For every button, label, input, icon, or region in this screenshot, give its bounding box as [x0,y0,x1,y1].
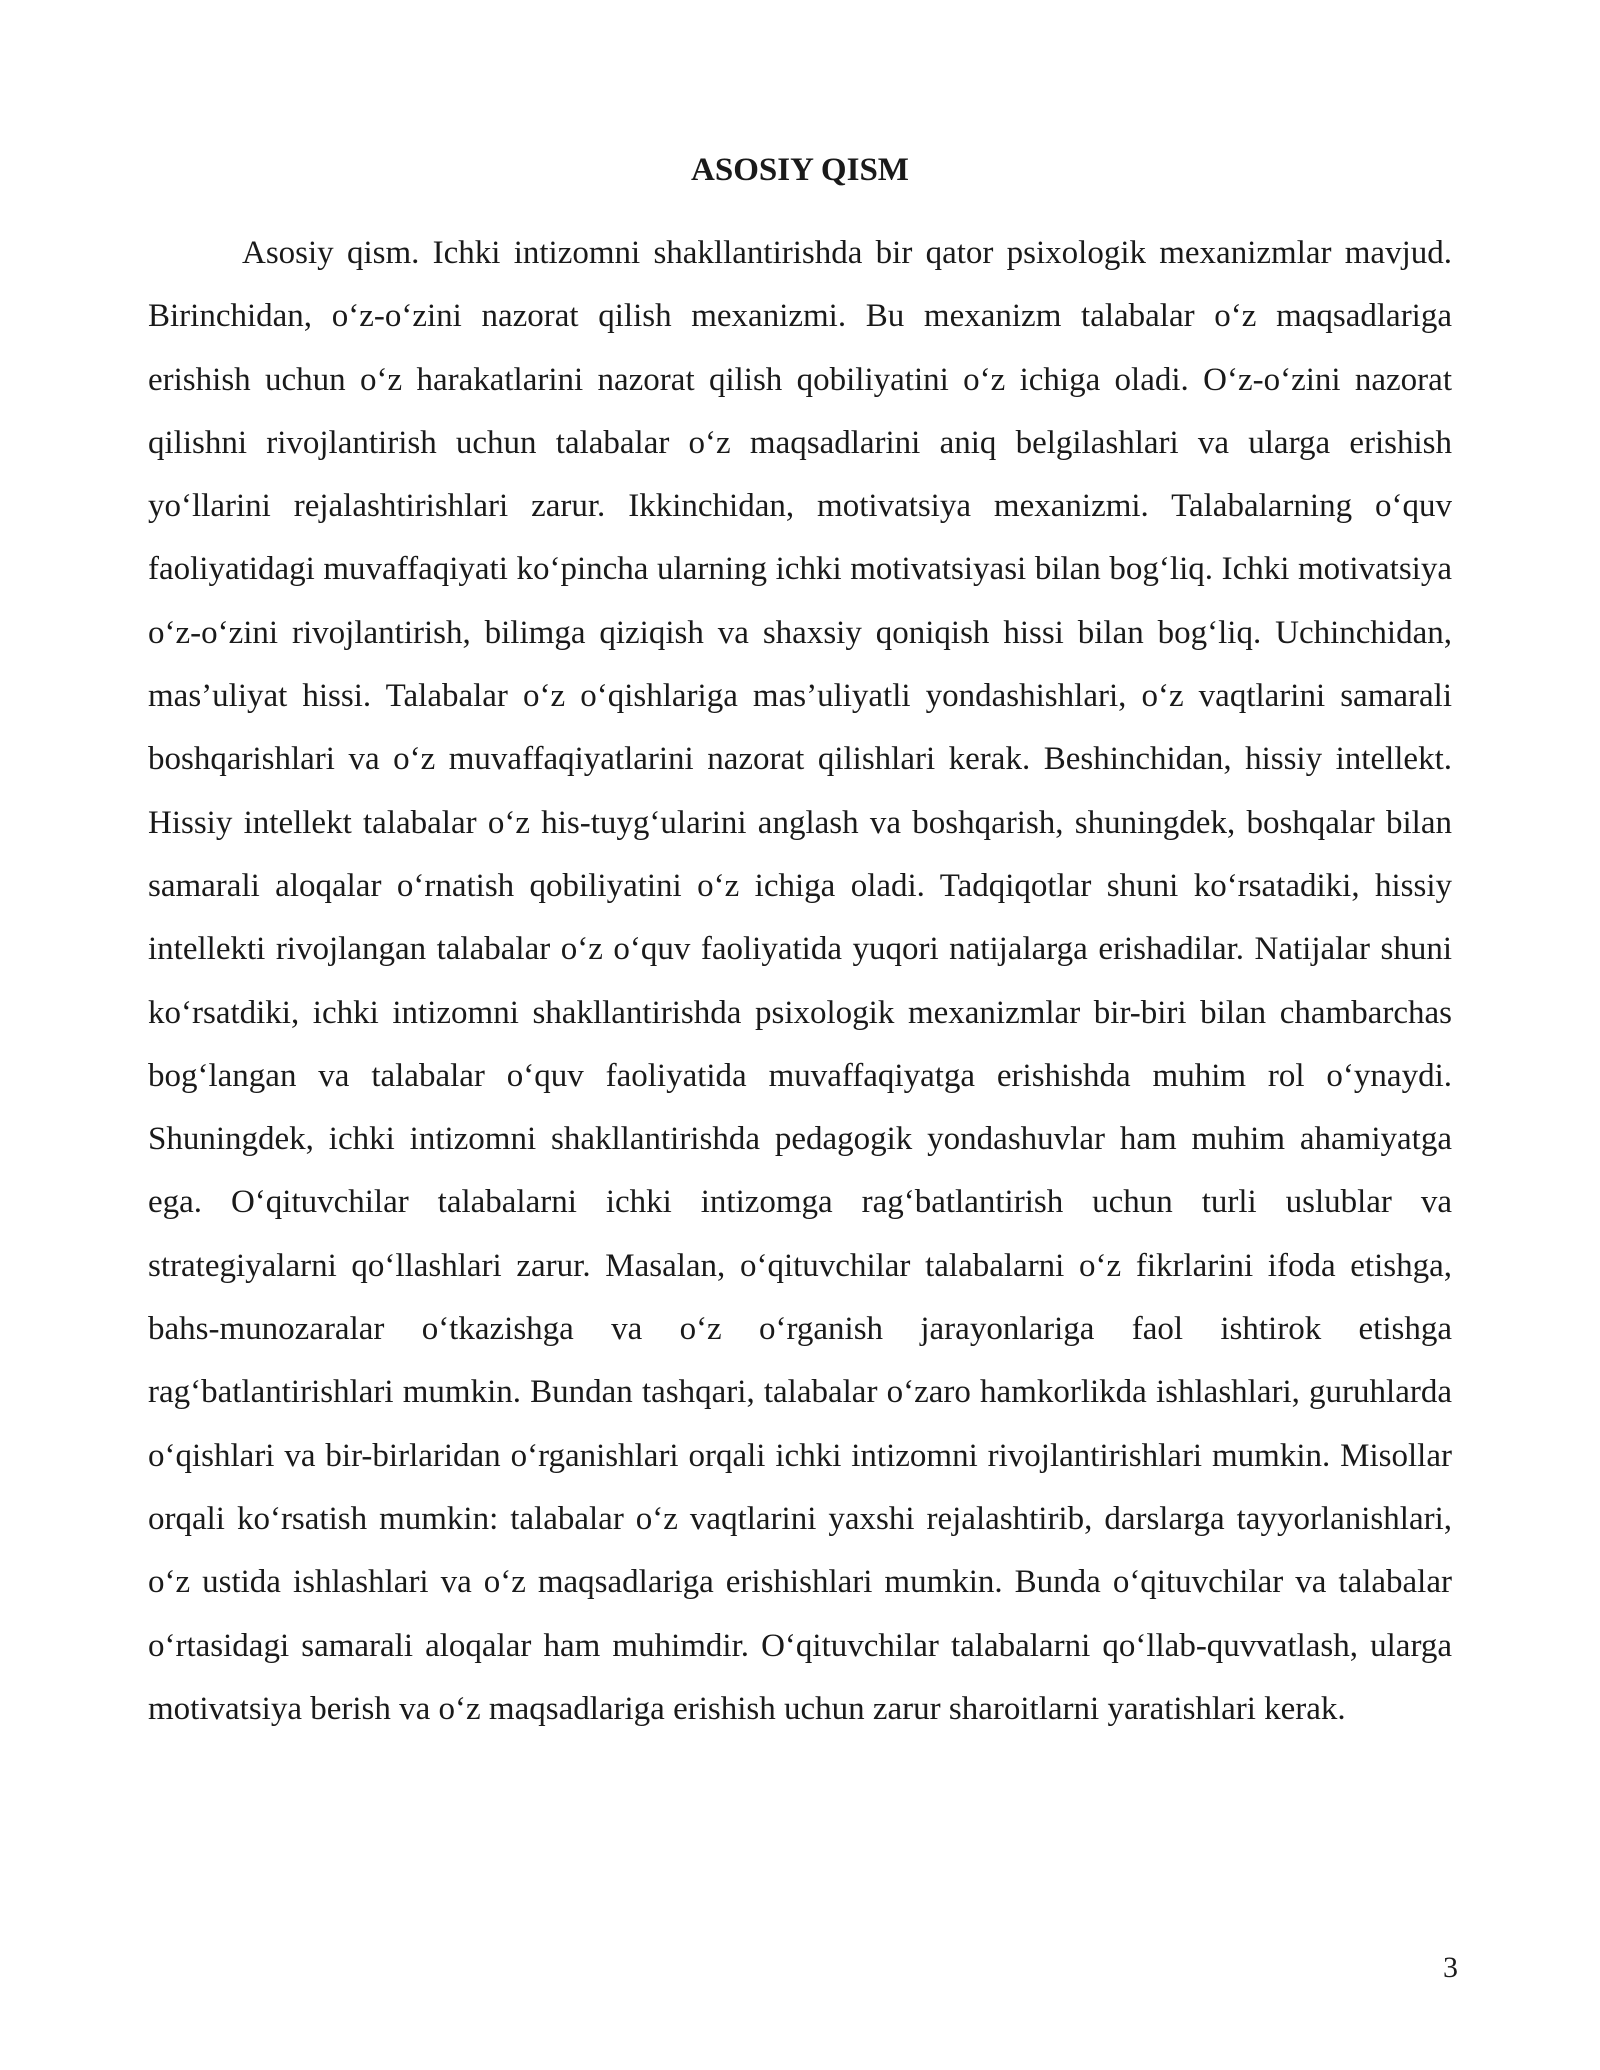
body-paragraph: Asosiy qism. Ichki intizomni shakllantirishda bir qator psixologik mexanizmlar mavjud. Birinchidan, o‘z-o‘zini nazorat qilish mexanizmi. Bu mexanizm talabalar o‘z maqsadlariga erishish uchun o‘z harakatlarini nazorat qilish qobiliyatini o‘z ichiga oladi. O‘z-o‘zini nazorat qilishni rivojlantirish uchun talabalar o‘z maqsadlarini aniq belgilashlari va ularga erishish yo‘llarini rejalashtirishlari zarur. Ikkinchidan, motivatsiya mexanizmi. Talabalarning o‘quv faoliyatidagi muvaffaqiyati ko‘pincha ularning ichki motivatsiyasi bilan bog‘liq. Ichki motivatsiya o‘z-o‘zini rivojlantirish, bilimga qiziqish va shaxsiy qoniqish hissi bilan bog‘liq. Uchinchidan, mas’uliyat hissi. Talabalar o‘z o‘qishlariga mas’uliyatli yondashishlari, o‘z vaqtlarini samarali boshqarishlari va o‘z muvaffaqiyatlarini nazorat qilishlari kerak. Beshinchidan, hissiy intellekt. Hissiy intellekt talabalar o‘z his-tuyg‘ularini anglash va boshqarish, shuningdek, boshqalar bilan samarali aloqalar o‘rnatish qobiliyatini o‘z ichiga oladi. Tadqiqotlar shuni ko‘rsatadiki, hissiy intellekti rivojlangan talabalar o‘z o‘quv faoliyatida yuqori natijalarga erishadilar. Natijalar shuni ko‘rsatdiki, ichki intizomni shakllantirishda psixologik mexanizmlar bir-biri bilan chambarchas bog‘langan va talabalar o‘quv faoliyatida muvaffaqiyatga erishishda muhim rol o‘ynaydi. Shuningdek, ichki intizomni shakllantirishda pedagogik yondashuvlar ham muhim ahamiyatga ega. O‘qituvchilar talabalarni ichki intizomga rag‘batlantirish uchun turli uslublar va strategiyalarni qo‘llashlari zarur. Masalan, o‘qituvchilar talabalarni o‘z fikrlarini ifoda etishga, bahs-munozaralar o‘tkazishga va o‘z o‘rganish jarayonlariga faol ishtirok etishga rag‘batlantirishlari mumkin. Bundan tashqari, talabalar o‘zaro hamkorlikda ishlashlari, guruhlarda o‘qishlari va bir-birlaridan o‘rganishlari orqali ichki intizomni rivojlantirishlari mumkin. Misollar orqali ko‘rsatish mumkin: talabalar o‘z vaqtlarini yaxshi rejalashtirib, darslarga tayyorlanishlari, o‘z ustida ishlashlari va o‘z maqsadlariga erishishlari mumkin. Bunda o‘qituvchilar va talabalar o‘rtasidagi samarali aloqalar ham muhimdir. O‘qituvchilar talabalarni qo‘llab-quvvatlash, ularga motivatsiya berish va o‘z maqsadlariga erishish uchun zarur sharoitlarni yaratishlari kerak. [148,235,1452,1727]
page-number: 3 [1443,1951,1458,1984]
section-heading: ASOSIY QISM [691,152,909,188]
